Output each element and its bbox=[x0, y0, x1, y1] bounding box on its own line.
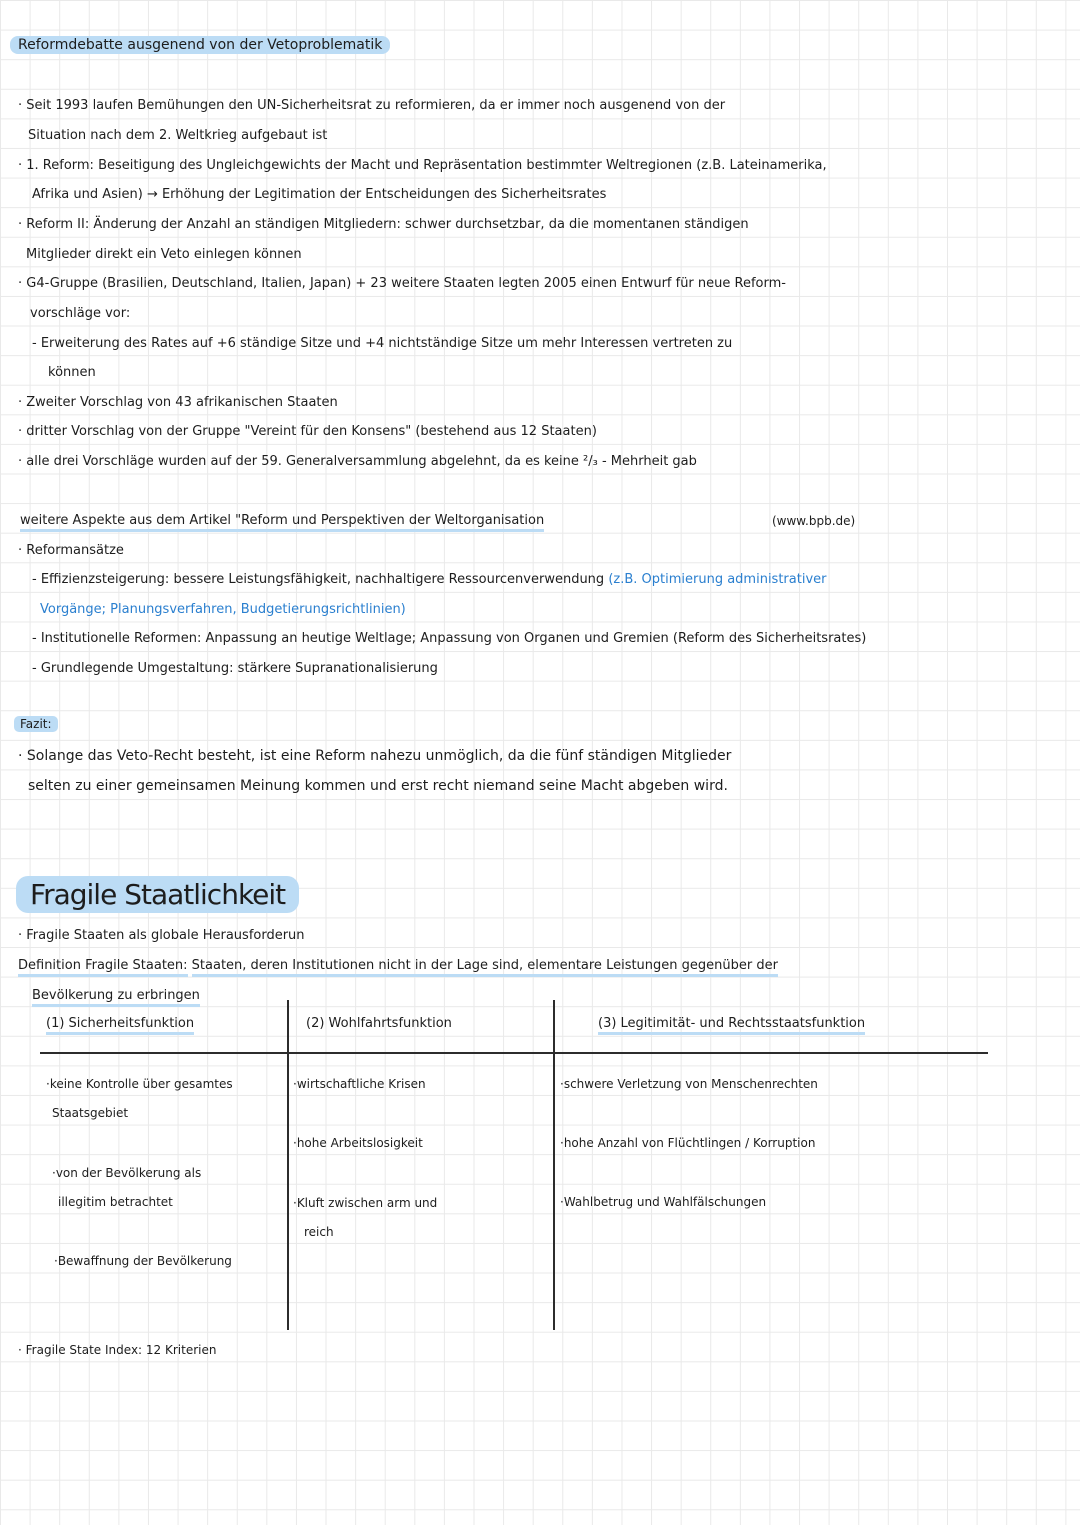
table-divider-2 bbox=[553, 1000, 555, 1330]
text-line: · Zweiter Vorschlag von 43 afrikanischen Staaten bbox=[18, 395, 338, 410]
list-item: ·Bewaffnung der Bevölkerung bbox=[54, 1254, 232, 1268]
effizienz-example: (z.B. Optimierung administrativer bbox=[608, 572, 827, 587]
text-line: vorschläge vor: bbox=[30, 306, 131, 321]
subheading-reformansaetze: · Reformansätze bbox=[18, 543, 124, 558]
definition-line bbox=[18, 958, 778, 973]
list-item-cont: reich bbox=[304, 1225, 334, 1239]
list-item: ·hohe Anzahl von Flüchtlingen / Korruption bbox=[560, 1136, 816, 1150]
definition-text-cont: Bevölkerung zu erbringen bbox=[32, 988, 200, 1007]
text-line: - Erweiterung des Rates auf +6 ständige Sitze und +4 nichtständige Sitze um mehr Interessen vertreten zu bbox=[32, 336, 733, 351]
effizienz-text: bessere Leistungsfähigkeit, nachhaltigere Ressourcenverwendung bbox=[173, 572, 605, 587]
list-item: ·von der Bevölkerung als bbox=[52, 1166, 202, 1180]
institutionelle-reformen: - Institutionelle Reformen: Anpassung an heutige Weltlage; Anpassung von Organen und Gremien (Reform des Sicherheitsrates) bbox=[32, 631, 867, 646]
text-line: können bbox=[48, 365, 96, 380]
source-url: (www.bpb.de) bbox=[772, 514, 856, 528]
text-line: · Seit 1993 laufen Bemühungen den UN-Sicherheitsrat zu reformieren, da er immer noch ausgenend von der bbox=[18, 98, 726, 113]
section-heading-reformdebatte: Reformdebatte ausgenend von der Vetoproblematik bbox=[10, 36, 390, 54]
text-line: · alle drei Vorschläge wurden auf der 59. Generalversammlung abgelehnt, da es keine ²/₃ - Mehrheit gab bbox=[18, 454, 697, 469]
list-item: ·keine Kontrolle über gesamtes bbox=[46, 1077, 233, 1091]
text-line: · 1. Reform: Beseitigung des Ungleichgewichts der Macht und Repräsentation bestimmter Weltregionen (z.B. Lateinamerika, bbox=[18, 158, 827, 173]
list-item-cont: Staatsgebiet bbox=[52, 1106, 129, 1120]
text-line: · Reform II: Änderung der Anzahl an ständigen Mitgliedern: schwer durchsetzbar, da die momentanen ständigen bbox=[18, 217, 749, 232]
bullet-globale-herausforderung: · Fragile Staaten als globale Herausforderun bbox=[18, 928, 305, 943]
definition-label: Definition Fragile Staaten: bbox=[18, 958, 188, 977]
list-item: ·hohe Arbeitslosigkeit bbox=[293, 1136, 423, 1150]
fragile-state-index: · Fragile State Index: 12 Kriterien bbox=[18, 1343, 217, 1357]
text-line: Mitglieder direkt ein Veto einlegen können bbox=[26, 247, 302, 262]
text-line: · G4-Gruppe (Brasilien, Deutschland, Italien, Japan) + 23 weitere Staaten legten 2005 einen Entwurf für neue Reform- bbox=[18, 276, 786, 291]
list-item: ·Kluft zwischen arm und bbox=[293, 1196, 438, 1210]
fazit-line-2: selten zu einer gemeinsamen Meinung kommen und erst recht niemand seine Macht abgeben wird. bbox=[28, 778, 728, 794]
column-header-legitimitaet: (3) Legitimität- und Rechtsstaatsfunktion bbox=[598, 1016, 865, 1035]
fazit-label: Fazit: bbox=[14, 716, 58, 732]
list-item: ·wirtschaftliche Krisen bbox=[293, 1077, 426, 1091]
page-title-fragile-staatlichkeit: Fragile Staatlichkeit bbox=[16, 876, 299, 913]
section-heading-weitere-aspekte: weitere Aspekte aus dem Artikel "Reform und Perspektiven der Weltorganisation bbox=[20, 513, 544, 532]
list-item: ·schwere Verletzung von Menschenrechten bbox=[560, 1077, 818, 1091]
column-header-sicherheit: (1) Sicherheitsfunktion bbox=[46, 1016, 194, 1035]
effizienz-line bbox=[32, 572, 826, 587]
list-item-cont: illegitim betrachtet bbox=[58, 1195, 173, 1209]
text-line: · dritter Vorschlag von der Gruppe "Vereint für den Konsens" (bestehend aus 12 Staaten) bbox=[18, 424, 597, 439]
table-divider-1 bbox=[287, 1000, 289, 1330]
text-line: Afrika und Asien) → Erhöhung der Legitimation der Entscheidungen des Sicherheitsrates bbox=[32, 187, 607, 202]
grundlegende-umgestaltung: - Grundlegende Umgestaltung: stärkere Supranationalisierung bbox=[32, 661, 438, 676]
definition-text: Staaten, deren Institutionen nicht in der Lage sind, elementare Leistungen gegenüber der bbox=[192, 958, 778, 977]
effizienz-example-cont: Vorgänge; Planungsverfahren, Budgetierungsrichtlinien) bbox=[40, 602, 406, 617]
fazit-line-1: · Solange das Veto-Recht besteht, ist eine Reform nahezu unmöglich, da die fünf ständigen Mitglieder bbox=[18, 748, 732, 764]
column-header-wohlfahrt: (2) Wohlfahrtsfunktion bbox=[306, 1016, 452, 1031]
list-item: ·Wahlbetrug und Wahlfälschungen bbox=[560, 1195, 767, 1209]
text-line: Situation nach dem 2. Weltkrieg aufgebaut ist bbox=[28, 128, 328, 143]
effizienz-label: - Effizienzsteigerung: bbox=[32, 572, 170, 587]
table-horizontal-rule bbox=[40, 1052, 988, 1054]
